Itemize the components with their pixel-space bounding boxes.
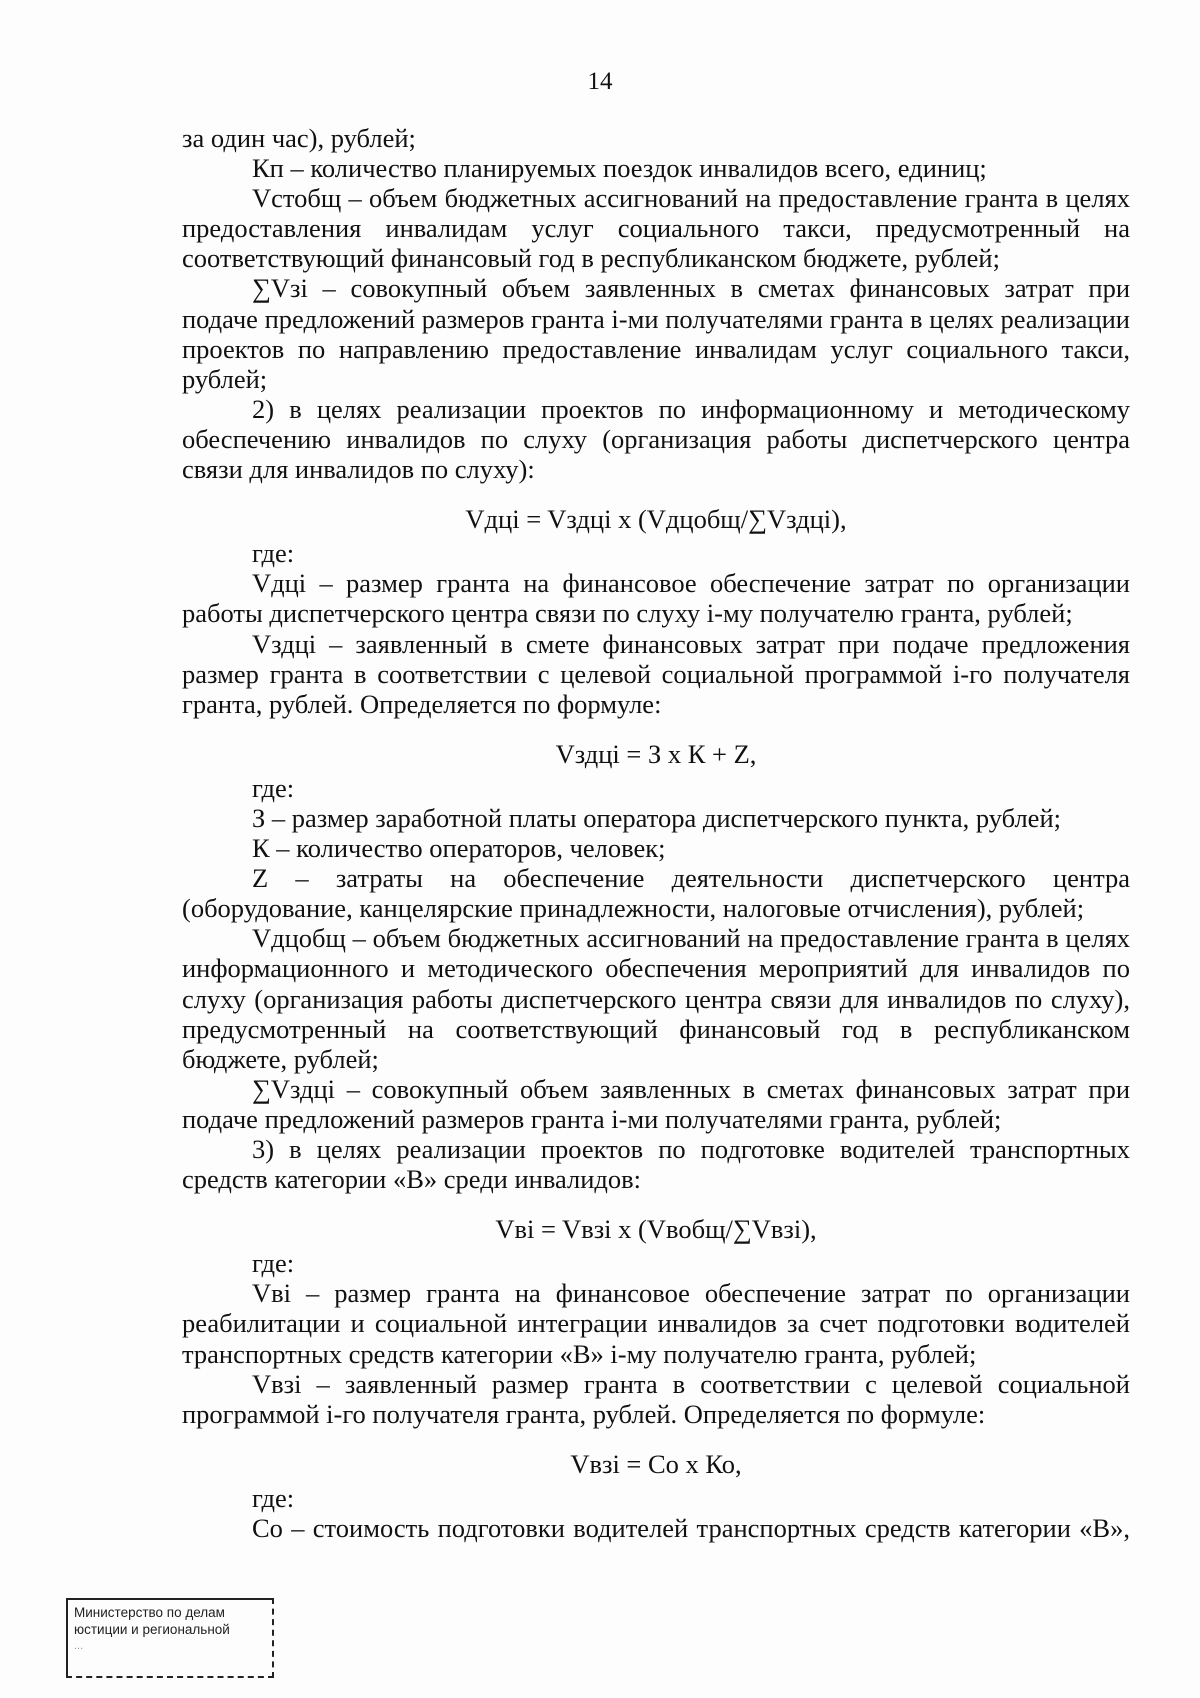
paragraph: Vстобщ – объем бюджетных ассигнований на предоставление гранта в целях предоставления инвалидам услуг социального такси, предусмотренный на соответствующий финансовый год в республиканском бюджете, рублей; xyxy=(182,183,1130,274)
paragraph: Кп – количество планируемых поездок инвалидов всего, единиц; xyxy=(252,153,987,184)
paragraph: 2) в целях реализации проектов по информационному и методическому обеспечению инвалидов по слуху (организация работы диспетчерского центра связи для инвалидов по слуху): xyxy=(182,393,1130,485)
paragraph: за один час), рублей; xyxy=(182,123,416,153)
paragraph: Vвзi – заявленный размер гранта в соответствии с целевой социальной программой i-го получателя гранта, рублей. Определяется по формуле: xyxy=(182,1368,1130,1429)
formula: Vздцi = З х К + Z, xyxy=(555,738,757,769)
paragraph: где: xyxy=(252,772,295,803)
paragraph: К – количество операторов, человек; xyxy=(252,833,666,864)
page-number: 14 xyxy=(587,68,613,95)
formula: Vвi = Vвзi х (Vвобщ/∑Vвзi), xyxy=(495,1214,817,1245)
paragraph: где: xyxy=(252,1482,295,1513)
formula: Vвзi = Со х Ко, xyxy=(570,1448,742,1479)
stamp-line: ... xyxy=(74,1640,84,1652)
paragraph: где: xyxy=(252,1248,295,1279)
paragraph: где: xyxy=(252,538,295,569)
paragraph: З – размер заработной платы оператора диспетчерского пункта, рублей; xyxy=(252,802,1061,833)
document-body xyxy=(182,123,1130,1543)
paragraph: Vздцi – заявленный в смете финансовых затрат при подаче предложения размер гранта в соответствии с целевой социальной программой i-го получателя гранта, рублей. Определяется по формуле: xyxy=(182,628,1130,719)
stamp-line: юстиции и региональной xyxy=(74,1622,230,1637)
paragraph: Со – стоимость подготовки водителей транспортных средств категории «В», xyxy=(252,1513,1130,1544)
paragraph: Vвi – размер гранта на финансовое обеспечение затрат по организации реабилитации и социальной интеграции инвалидов за счет подготовки водителей транспортных средств категории «В» i-му получателю гранта, рублей; xyxy=(182,1278,1130,1369)
paragraph: ∑Vзi – совокупный объем заявленных в сметах финансовых затрат при подаче предложений размеров гранта i-ми получателями гранта в целях реализации проектов по направлению предоставление инвалидам услуг социального такси, рублей; xyxy=(182,273,1130,394)
paragraph: Vдцi – размер гранта на финансовое обеспечение затрат по организации работы диспетчерского центра связи по слуху i-му получателю гранта, рублей; xyxy=(182,568,1130,629)
stamp-line: Министерство по делам xyxy=(74,1605,225,1620)
paragraph: ∑Vздцi – совокупный объем заявленных в сметах финансовых затрат при подаче предложений размеров гранта i-ми получателями гранта, рублей; xyxy=(182,1073,1130,1134)
registration-stamp xyxy=(66,1598,274,1678)
paragraph: Z – затраты на обеспечение деятельности диспетчерского центра (оборудование, канцелярские принадлежности, налоговые отчисления), рублей; xyxy=(182,863,1130,924)
paragraph: 3) в целях реализации проектов по подготовке водителей транспортных средств категории «В» среди инвалидов: xyxy=(182,1134,1130,1195)
formula: Vдцi = Vздцi х (Vдцобщ/∑Vздцi), xyxy=(465,504,847,535)
paragraph: Vдцобщ – объем бюджетных ассигнований на предоставление гранта в целях информационного и методического обеспечения мероприятий для инвалидов по слуху (организация работы диспетчерского центра связи для инвалидов по слуху), предусмотренный на соответствующий финансовый год в республиканском бюджете, рублей; xyxy=(182,923,1130,1074)
